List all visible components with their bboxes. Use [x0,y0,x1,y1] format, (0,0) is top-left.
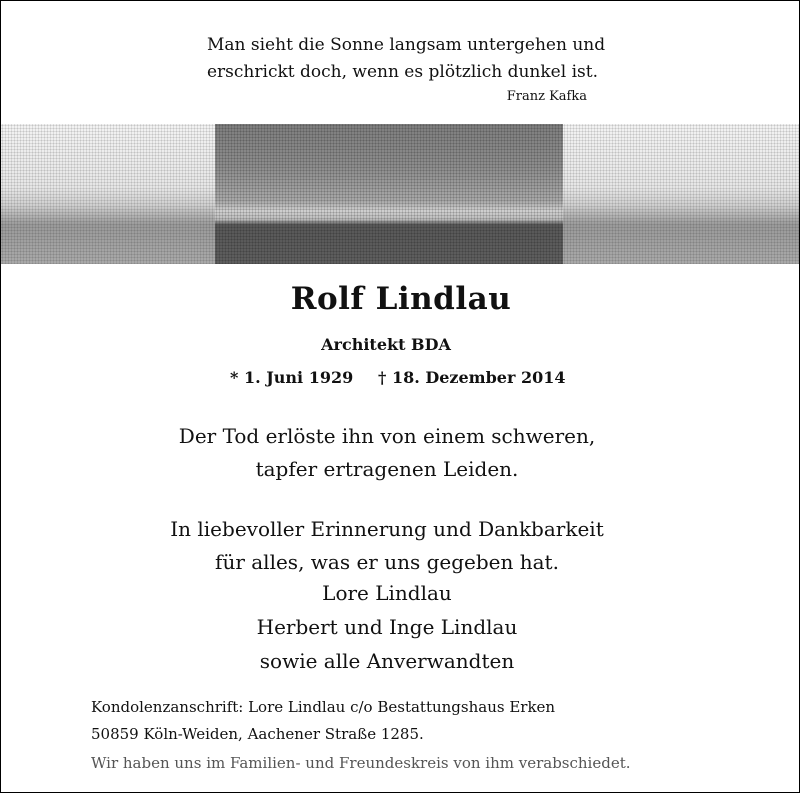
death-statement [1,420,773,486]
banner-left-panel [1,124,215,264]
birth-date: * 1. Juni 1929 [230,368,354,387]
remembrance-line-1: In liebevoller Erinnerung und Dankbarkeit [170,517,604,541]
death-statement-line-1: Der Tod erlöste ihn von einem schweren, [178,424,596,448]
deceased-title: Architekt BDA [321,335,451,354]
banner-right-panel [563,124,800,264]
quote-author: Franz Kafka [506,89,587,104]
quote-line-1: Man sieht die Sonne langsam untergehen und [207,35,606,55]
banner-center-panel [215,124,563,264]
deceased-name: Rolf Lindlau [290,281,512,317]
quote-line-2: erschrickt doch, wenn es plötzlich dunkel ist. [207,62,598,82]
death-date: † 18. Dezember 2014 [378,368,566,387]
sunset-sea-banner-image [1,124,800,264]
condolence-address-line-2: 50859 Köln-Weiden, Aachener Straße 1285. [91,725,424,743]
farewell-note: Wir haben uns im Familien- und Freundeskreis von ihm verabschiedet. [91,754,631,772]
mourner-2: Herbert und Inge Lindlau [256,615,518,639]
death-statement-line-2: tapfer ertragenen Leiden. [255,457,519,481]
condolence-address [91,694,555,748]
condolence-address-line-1: Kondolenzanschrift: Lore Lindlau c/o Bestattungshaus Erken [91,698,556,716]
remembrance-statement [1,513,773,579]
remembrance-line-2: für alles, was er uns gegeben hat. [215,550,559,574]
mourner-1: Lore Lindlau [322,581,452,605]
kafka-quote [207,32,606,108]
mourner-3: sowie alle Anverwandten [259,649,515,673]
